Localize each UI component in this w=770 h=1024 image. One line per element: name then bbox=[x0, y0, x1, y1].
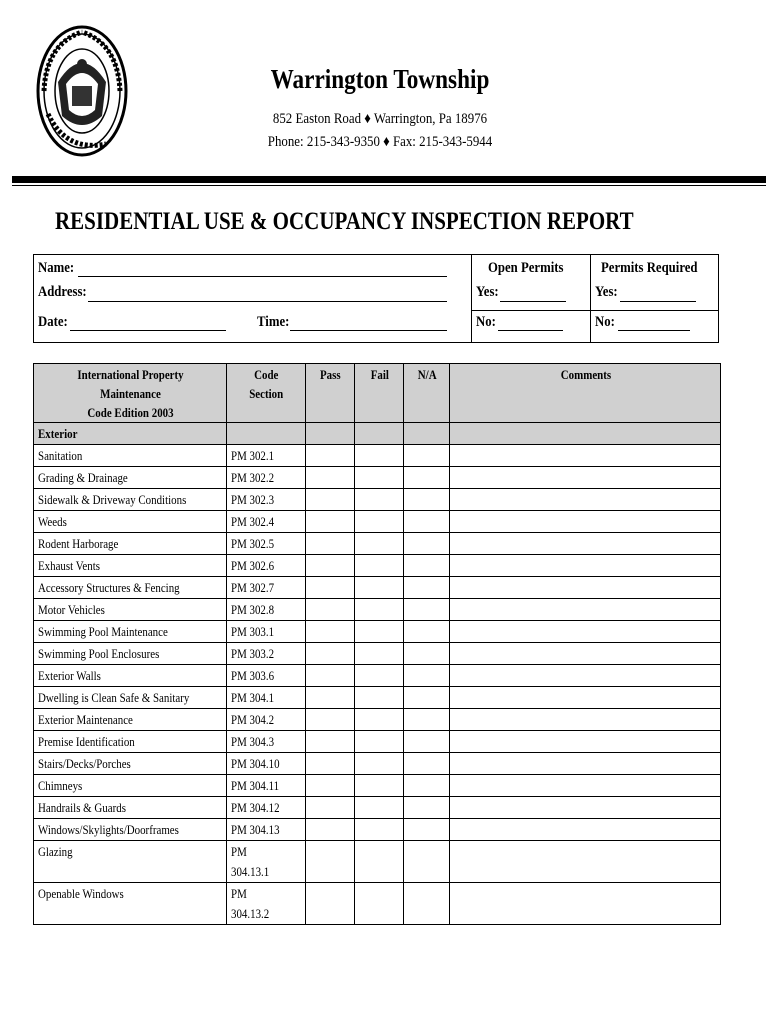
comments-cell[interactable] bbox=[450, 577, 721, 599]
code-cell: PM 304.3 bbox=[227, 731, 306, 753]
table-row bbox=[34, 511, 721, 533]
comments-cell[interactable] bbox=[450, 731, 721, 753]
pass-cell[interactable] bbox=[306, 445, 355, 467]
item-cell: Motor Vehicles bbox=[34, 599, 227, 621]
comments-cell[interactable] bbox=[450, 775, 721, 797]
pass-cell[interactable] bbox=[306, 883, 355, 925]
code-cell: PM 302.1 bbox=[227, 445, 306, 467]
comments-cell[interactable] bbox=[450, 489, 721, 511]
pass-cell[interactable] bbox=[306, 621, 355, 643]
table-row bbox=[34, 841, 721, 883]
code-cell: PM 303.2 bbox=[227, 643, 306, 665]
code-cell: PM 304.1 bbox=[227, 687, 306, 709]
fail-cell[interactable] bbox=[355, 467, 404, 489]
item-cell: Glazing bbox=[34, 841, 227, 883]
fail-cell[interactable] bbox=[355, 665, 404, 687]
code-cell: PM 304.2 bbox=[227, 709, 306, 731]
fail-cell[interactable] bbox=[355, 709, 404, 731]
table-row bbox=[34, 467, 721, 489]
fail-cell[interactable] bbox=[355, 577, 404, 599]
comments-cell[interactable] bbox=[450, 709, 721, 731]
address-field[interactable] bbox=[88, 301, 447, 302]
comments-cell[interactable] bbox=[450, 883, 721, 925]
pass-cell[interactable] bbox=[306, 731, 355, 753]
pass-cell[interactable] bbox=[306, 687, 355, 709]
item-cell: Stairs/Decks/Porches bbox=[34, 753, 227, 775]
code-cell: PM 304.13.1 bbox=[227, 841, 306, 883]
na-cell[interactable] bbox=[404, 643, 450, 665]
pass-column-header: Pass bbox=[306, 364, 355, 423]
item-cell: Rodent Harborage bbox=[34, 533, 227, 555]
open-permits-no-label: No: bbox=[476, 314, 496, 330]
header-rule-thin bbox=[12, 185, 766, 186]
code-cell: PM 302.8 bbox=[227, 599, 306, 621]
township-phone: Phone: 215-343-9350 ♦ Fax: 215-343-5944 bbox=[267, 134, 493, 150]
table-row bbox=[34, 775, 721, 797]
table-row bbox=[34, 489, 721, 511]
item-cell: Windows/Skylights/Doorframes bbox=[34, 819, 227, 841]
name-label: Name: bbox=[38, 260, 75, 276]
code-cell: PM 302.6 bbox=[227, 555, 306, 577]
fail-cell[interactable] bbox=[355, 555, 404, 577]
item-cell: Sidewalk & Driveway Conditions bbox=[34, 489, 227, 511]
item-cell: Dwelling is Clean Safe & Sanitary bbox=[34, 687, 227, 709]
code-cell: PM 302.4 bbox=[227, 511, 306, 533]
pass-cell[interactable] bbox=[306, 467, 355, 489]
pass-cell[interactable] bbox=[306, 599, 355, 621]
na-cell[interactable] bbox=[404, 599, 450, 621]
na-cell[interactable] bbox=[404, 709, 450, 731]
open-permits-no-field[interactable] bbox=[498, 330, 563, 331]
comments-cell[interactable] bbox=[450, 621, 721, 643]
date-field[interactable] bbox=[70, 330, 226, 331]
table-row bbox=[34, 819, 721, 841]
fail-cell[interactable] bbox=[355, 489, 404, 511]
township-seal-icon bbox=[36, 24, 128, 158]
pass-cell[interactable] bbox=[306, 643, 355, 665]
fail-cell[interactable] bbox=[355, 841, 404, 883]
na-cell[interactable] bbox=[404, 665, 450, 687]
table-row bbox=[34, 731, 721, 753]
fail-column-header: Fail bbox=[355, 364, 404, 423]
comments-cell[interactable] bbox=[450, 511, 721, 533]
table-row bbox=[34, 665, 721, 687]
item-cell: Grading & Drainage bbox=[34, 467, 227, 489]
comments-cell[interactable] bbox=[450, 819, 721, 841]
permits-required-no-label: No: bbox=[595, 314, 615, 330]
fail-cell[interactable] bbox=[355, 819, 404, 841]
code-cell: PM 302.2 bbox=[227, 467, 306, 489]
open-permits-yes-field[interactable] bbox=[500, 301, 566, 302]
item-cell: Sanitation bbox=[34, 445, 227, 467]
permits-required-header: Permits Required bbox=[601, 260, 698, 276]
pass-cell[interactable] bbox=[306, 775, 355, 797]
pass-cell[interactable] bbox=[306, 709, 355, 731]
table-row bbox=[34, 687, 721, 709]
table-row bbox=[34, 709, 721, 731]
fail-cell[interactable] bbox=[355, 883, 404, 925]
comments-cell[interactable] bbox=[450, 533, 721, 555]
fail-cell[interactable] bbox=[355, 533, 404, 555]
pass-cell[interactable] bbox=[306, 533, 355, 555]
comments-cell[interactable] bbox=[450, 665, 721, 687]
inspection-table bbox=[33, 363, 721, 925]
na-cell[interactable] bbox=[404, 841, 450, 883]
item-cell: Chimneys bbox=[34, 775, 227, 797]
pass-cell[interactable] bbox=[306, 577, 355, 599]
table-row bbox=[34, 643, 721, 665]
na-cell[interactable] bbox=[404, 467, 450, 489]
fail-cell[interactable] bbox=[355, 643, 404, 665]
code-cell: PM 302.5 bbox=[227, 533, 306, 555]
header-rule-thick bbox=[12, 176, 766, 183]
time-field[interactable] bbox=[290, 330, 447, 331]
item-cell: Openable Windows bbox=[34, 883, 227, 925]
item-cell: Swimming Pool Maintenance bbox=[34, 621, 227, 643]
fail-cell[interactable] bbox=[355, 731, 404, 753]
fail-cell[interactable] bbox=[355, 511, 404, 533]
table-row bbox=[34, 555, 721, 577]
na-cell[interactable] bbox=[404, 511, 450, 533]
na-cell[interactable] bbox=[404, 797, 450, 819]
na-cell[interactable] bbox=[404, 577, 450, 599]
name-field[interactable] bbox=[78, 276, 447, 277]
na-cell[interactable] bbox=[404, 489, 450, 511]
table-header-row bbox=[34, 364, 721, 423]
address-label: Address: bbox=[38, 284, 87, 300]
inspection-info-box bbox=[33, 254, 719, 343]
fail-cell[interactable] bbox=[355, 775, 404, 797]
pass-cell[interactable] bbox=[306, 753, 355, 775]
table-row bbox=[34, 577, 721, 599]
na-cell[interactable] bbox=[404, 753, 450, 775]
fail-cell[interactable] bbox=[355, 687, 404, 709]
pass-cell[interactable] bbox=[306, 797, 355, 819]
na-cell[interactable] bbox=[404, 533, 450, 555]
item-cell: Swimming Pool Enclosures bbox=[34, 643, 227, 665]
permits-required-yes-field[interactable] bbox=[620, 301, 696, 302]
na-cell[interactable] bbox=[404, 731, 450, 753]
code-cell: PM 304.13.2 bbox=[227, 883, 306, 925]
fail-cell[interactable] bbox=[355, 797, 404, 819]
township-address: 852 Easton Road ♦ Warrington, Pa 18976 bbox=[272, 111, 488, 127]
na-cell[interactable] bbox=[404, 883, 450, 925]
table-row bbox=[34, 883, 721, 925]
code-cell: PM 304.13 bbox=[227, 819, 306, 841]
comments-cell[interactable] bbox=[450, 687, 721, 709]
item-cell: Exhaust Vents bbox=[34, 555, 227, 577]
na-cell[interactable] bbox=[404, 687, 450, 709]
pass-cell[interactable] bbox=[306, 841, 355, 883]
na-cell[interactable] bbox=[404, 819, 450, 841]
item-cell: Premise Identification bbox=[34, 731, 227, 753]
na-cell[interactable] bbox=[404, 555, 450, 577]
comments-column-header: Comments bbox=[450, 364, 721, 423]
open-permits-yes-label: Yes: bbox=[476, 284, 499, 300]
table-row bbox=[34, 533, 721, 555]
pass-cell[interactable] bbox=[306, 665, 355, 687]
pass-cell[interactable] bbox=[306, 511, 355, 533]
pass-cell[interactable] bbox=[306, 555, 355, 577]
fail-cell[interactable] bbox=[355, 599, 404, 621]
table-row bbox=[34, 621, 721, 643]
code-cell: PM 304.11 bbox=[227, 775, 306, 797]
township-name: Warrington Township bbox=[270, 64, 490, 94]
code-cell: PM 304.12 bbox=[227, 797, 306, 819]
code-cell: PM 304.10 bbox=[227, 753, 306, 775]
comments-cell[interactable] bbox=[450, 467, 721, 489]
report-title: RESIDENTIAL USE & OCCUPANCY INSPECTION REPORT bbox=[55, 208, 634, 235]
permits-required-yes-label: Yes: bbox=[595, 284, 618, 300]
fail-cell[interactable] bbox=[355, 753, 404, 775]
section-row-exterior bbox=[34, 423, 721, 445]
date-label: Date: bbox=[38, 314, 68, 330]
item-cell: Exterior Walls bbox=[34, 665, 227, 687]
comments-cell[interactable] bbox=[450, 599, 721, 621]
table-row bbox=[34, 445, 721, 467]
code-cell: PM 302.3 bbox=[227, 489, 306, 511]
comments-cell[interactable] bbox=[450, 445, 721, 467]
code-cell: PM 303.6 bbox=[227, 665, 306, 687]
table-row bbox=[34, 753, 721, 775]
fail-cell[interactable] bbox=[355, 445, 404, 467]
pass-cell[interactable] bbox=[306, 819, 355, 841]
pass-cell[interactable] bbox=[306, 489, 355, 511]
code-cell: PM 303.1 bbox=[227, 621, 306, 643]
code-cell: PM 302.7 bbox=[227, 577, 306, 599]
time-label: Time: bbox=[257, 314, 290, 330]
item-cell: Weeds bbox=[34, 511, 227, 533]
comments-cell[interactable] bbox=[450, 841, 721, 883]
item-column-header: International Property Maintenance Code Edition 2003 bbox=[34, 364, 227, 423]
na-cell[interactable] bbox=[404, 775, 450, 797]
comments-cell[interactable] bbox=[450, 797, 721, 819]
item-cell: Handrails & Guards bbox=[34, 797, 227, 819]
item-cell: Exterior Maintenance bbox=[34, 709, 227, 731]
comments-cell[interactable] bbox=[450, 555, 721, 577]
item-cell: Accessory Structures & Fencing bbox=[34, 577, 227, 599]
comments-cell[interactable] bbox=[450, 753, 721, 775]
na-column-header: N/A bbox=[404, 364, 450, 423]
na-cell[interactable] bbox=[404, 445, 450, 467]
comments-cell[interactable] bbox=[450, 643, 721, 665]
table-row bbox=[34, 797, 721, 819]
na-cell[interactable] bbox=[404, 621, 450, 643]
fail-cell[interactable] bbox=[355, 621, 404, 643]
open-permits-header: Open Permits bbox=[488, 260, 564, 276]
permits-required-no-field[interactable] bbox=[618, 330, 690, 331]
table-row bbox=[34, 599, 721, 621]
section-label: Exterior bbox=[34, 423, 227, 445]
code-column-header: Code Section bbox=[227, 364, 306, 423]
